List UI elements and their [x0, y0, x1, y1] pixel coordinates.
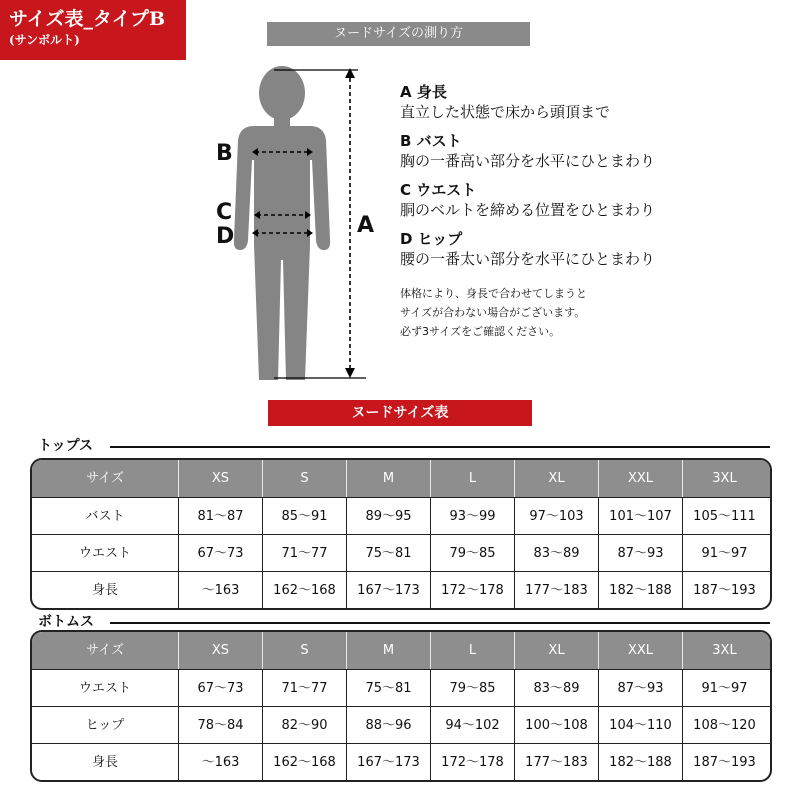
header-cell: XL	[514, 460, 598, 497]
table-cell: 97～103	[514, 498, 598, 534]
legend-d-desc: 腰の一番太い部分を水平にひとまわり	[400, 250, 656, 268]
measurement-legend	[400, 82, 730, 278]
table-header-row	[32, 460, 770, 497]
table-cell: 167～173	[346, 572, 430, 608]
header-cell: L	[430, 632, 514, 669]
header-cell: XXL	[598, 632, 682, 669]
table-cell: 87～93	[598, 535, 682, 571]
label-d: D	[216, 224, 235, 249]
table-row	[32, 534, 770, 571]
table-row	[32, 706, 770, 743]
table-cell: 87～93	[598, 670, 682, 706]
table-cell: 83～89	[514, 535, 598, 571]
table-cell: 89～95	[346, 498, 430, 534]
label-a: A	[357, 213, 375, 238]
table-cell: 101～107	[598, 498, 682, 534]
table-cell: 172～178	[430, 572, 514, 608]
fit-note	[400, 284, 587, 341]
table-row	[32, 669, 770, 706]
table-cell: 78～84	[178, 707, 262, 743]
table-cell: 67～73	[178, 535, 262, 571]
legend-c-head: C ウエスト	[400, 181, 477, 199]
table-cell: ～163	[178, 744, 262, 780]
measurement-guide-title: ヌードサイズの測り方	[267, 22, 530, 46]
table-cell: 177～183	[514, 744, 598, 780]
note-line: サイズが合わない場合がございます。	[400, 306, 586, 319]
legend-b-desc: 胸の一番高い部分を水平にひとまわり	[400, 152, 656, 170]
header-cell: XL	[514, 632, 598, 669]
table-cell: 187～193	[682, 744, 766, 780]
header-cell: 3XL	[682, 632, 766, 669]
table-cell: 108～120	[682, 707, 766, 743]
tops-divider	[110, 446, 770, 448]
table-cell: 104～110	[598, 707, 682, 743]
row-label: ヒップ	[85, 718, 125, 733]
table-cell: 71～77	[262, 670, 346, 706]
bottoms-section-title: ボトムス	[38, 614, 94, 630]
note-line: 体格により、身長で合わせてしまうと	[400, 287, 587, 300]
table-cell: 94～102	[430, 707, 514, 743]
header-cell: サイズ	[86, 471, 124, 486]
bottoms-size-table	[30, 630, 772, 782]
size-chart-tag	[0, 0, 186, 60]
row-label: 身長	[91, 755, 118, 770]
table-cell: 71～77	[262, 535, 346, 571]
header-cell: XS	[178, 632, 262, 669]
label-b: B	[216, 141, 233, 166]
table-cell: 75～81	[346, 535, 430, 571]
table-cell: 162～168	[262, 572, 346, 608]
note-line: 必ず3サイズをご確認ください。	[400, 325, 561, 338]
table-cell: 182～188	[598, 572, 682, 608]
header-cell: XXL	[598, 460, 682, 497]
tops-section-title: トップス	[38, 438, 94, 454]
label-c: C	[216, 200, 233, 225]
tag-subtitle: (サンボルト)	[9, 33, 80, 47]
table-cell: ～163	[178, 572, 262, 608]
legend-c-desc: 胴のベルトを締める位置をひとまわり	[400, 201, 656, 219]
table-cell: 67～73	[178, 670, 262, 706]
header-cell: XS	[178, 460, 262, 497]
table-cell: 162～168	[262, 744, 346, 780]
legend-a-desc: 直立した状態で床から頭頂まで	[400, 103, 611, 121]
table-row	[32, 743, 770, 780]
legend-a-head: A 身長	[400, 83, 447, 101]
table-row	[32, 497, 770, 534]
table-cell: 105～111	[682, 498, 766, 534]
table-cell: 172～178	[430, 744, 514, 780]
table-row	[32, 571, 770, 608]
header-cell: S	[262, 632, 346, 669]
header-cell: S	[262, 460, 346, 497]
table-cell: 82～90	[262, 707, 346, 743]
table-cell: 100～108	[514, 707, 598, 743]
tag-title: サイズ表_タイプB	[9, 8, 166, 30]
table-cell: 93～99	[430, 498, 514, 534]
bottoms-divider	[110, 622, 770, 624]
table-cell: 83～89	[514, 670, 598, 706]
legend-b-head: B バスト	[400, 132, 462, 150]
tops-size-table	[30, 458, 772, 610]
size-table-title: ヌードサイズ表	[268, 400, 532, 426]
header-cell: L	[430, 460, 514, 497]
table-cell: 75～81	[346, 670, 430, 706]
table-cell: 91～97	[682, 535, 766, 571]
body-silhouette-icon	[234, 66, 330, 380]
table-cell: 88～96	[346, 707, 430, 743]
header-cell: 3XL	[682, 460, 766, 497]
header-cell: M	[346, 632, 430, 669]
table-cell: 79～85	[430, 535, 514, 571]
row-label: ウエスト	[78, 681, 131, 696]
table-header-row	[32, 632, 770, 669]
table-cell: 91～97	[682, 670, 766, 706]
header-cell: サイズ	[86, 643, 124, 658]
table-cell: 79～85	[430, 670, 514, 706]
table-cell: 81～87	[178, 498, 262, 534]
table-cell: 187～193	[682, 572, 766, 608]
table-cell: 167～173	[346, 744, 430, 780]
table-cell: 182～188	[598, 744, 682, 780]
table-cell: 177～183	[514, 572, 598, 608]
row-label: ウエスト	[78, 546, 131, 561]
header-cell: M	[346, 460, 430, 497]
row-label: 身長	[91, 583, 118, 598]
legend-d-head: D ヒップ	[400, 230, 463, 248]
row-label: バスト	[85, 509, 125, 524]
table-cell: 85～91	[262, 498, 346, 534]
